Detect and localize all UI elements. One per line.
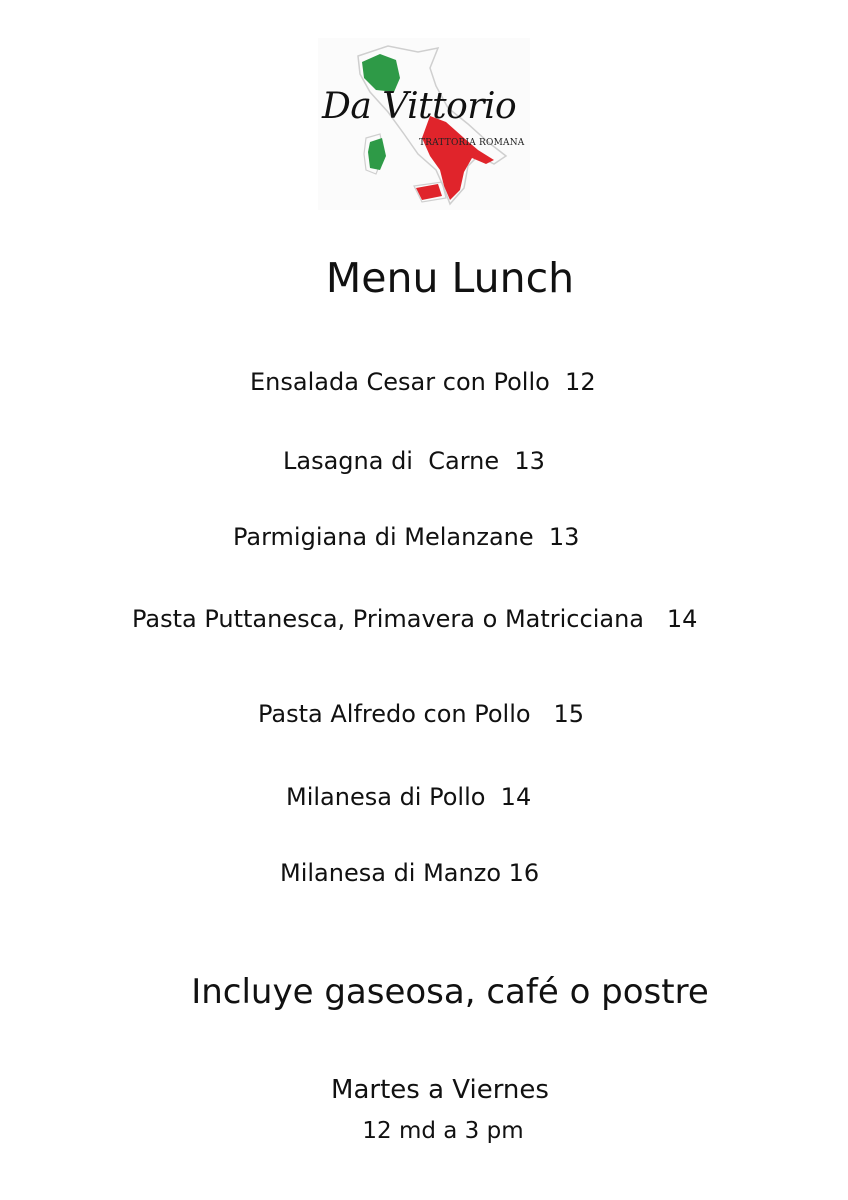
includes-note: Incluye gaseosa, café o postre [191,972,709,1012]
menu-item: Parmigiana di Melanzane 13 [233,523,580,551]
logo-name: Da Vittorio [322,86,517,127]
logo-subtitle: TRATTORIA ROMANA [419,138,525,148]
menu-title: Menu Lunch [325,254,575,302]
restaurant-logo [318,38,530,210]
schedule-hours: 12 md a 3 pm [362,1118,524,1144]
menu-item: Ensalada Cesar con Pollo 12 [250,368,596,396]
menu-item: Milanesa di Pollo 14 [286,783,532,811]
menu-item: Milanesa di Manzo 16 [280,859,540,887]
menu-item: Pasta Alfredo con Pollo 15 [258,700,585,728]
menu-item: Pasta Puttanesca, Primavera o Matricciana 14 [132,605,698,633]
menu-item: Lasagna di Carne 13 [283,447,545,475]
schedule-days: Martes a Viernes [331,1075,549,1105]
